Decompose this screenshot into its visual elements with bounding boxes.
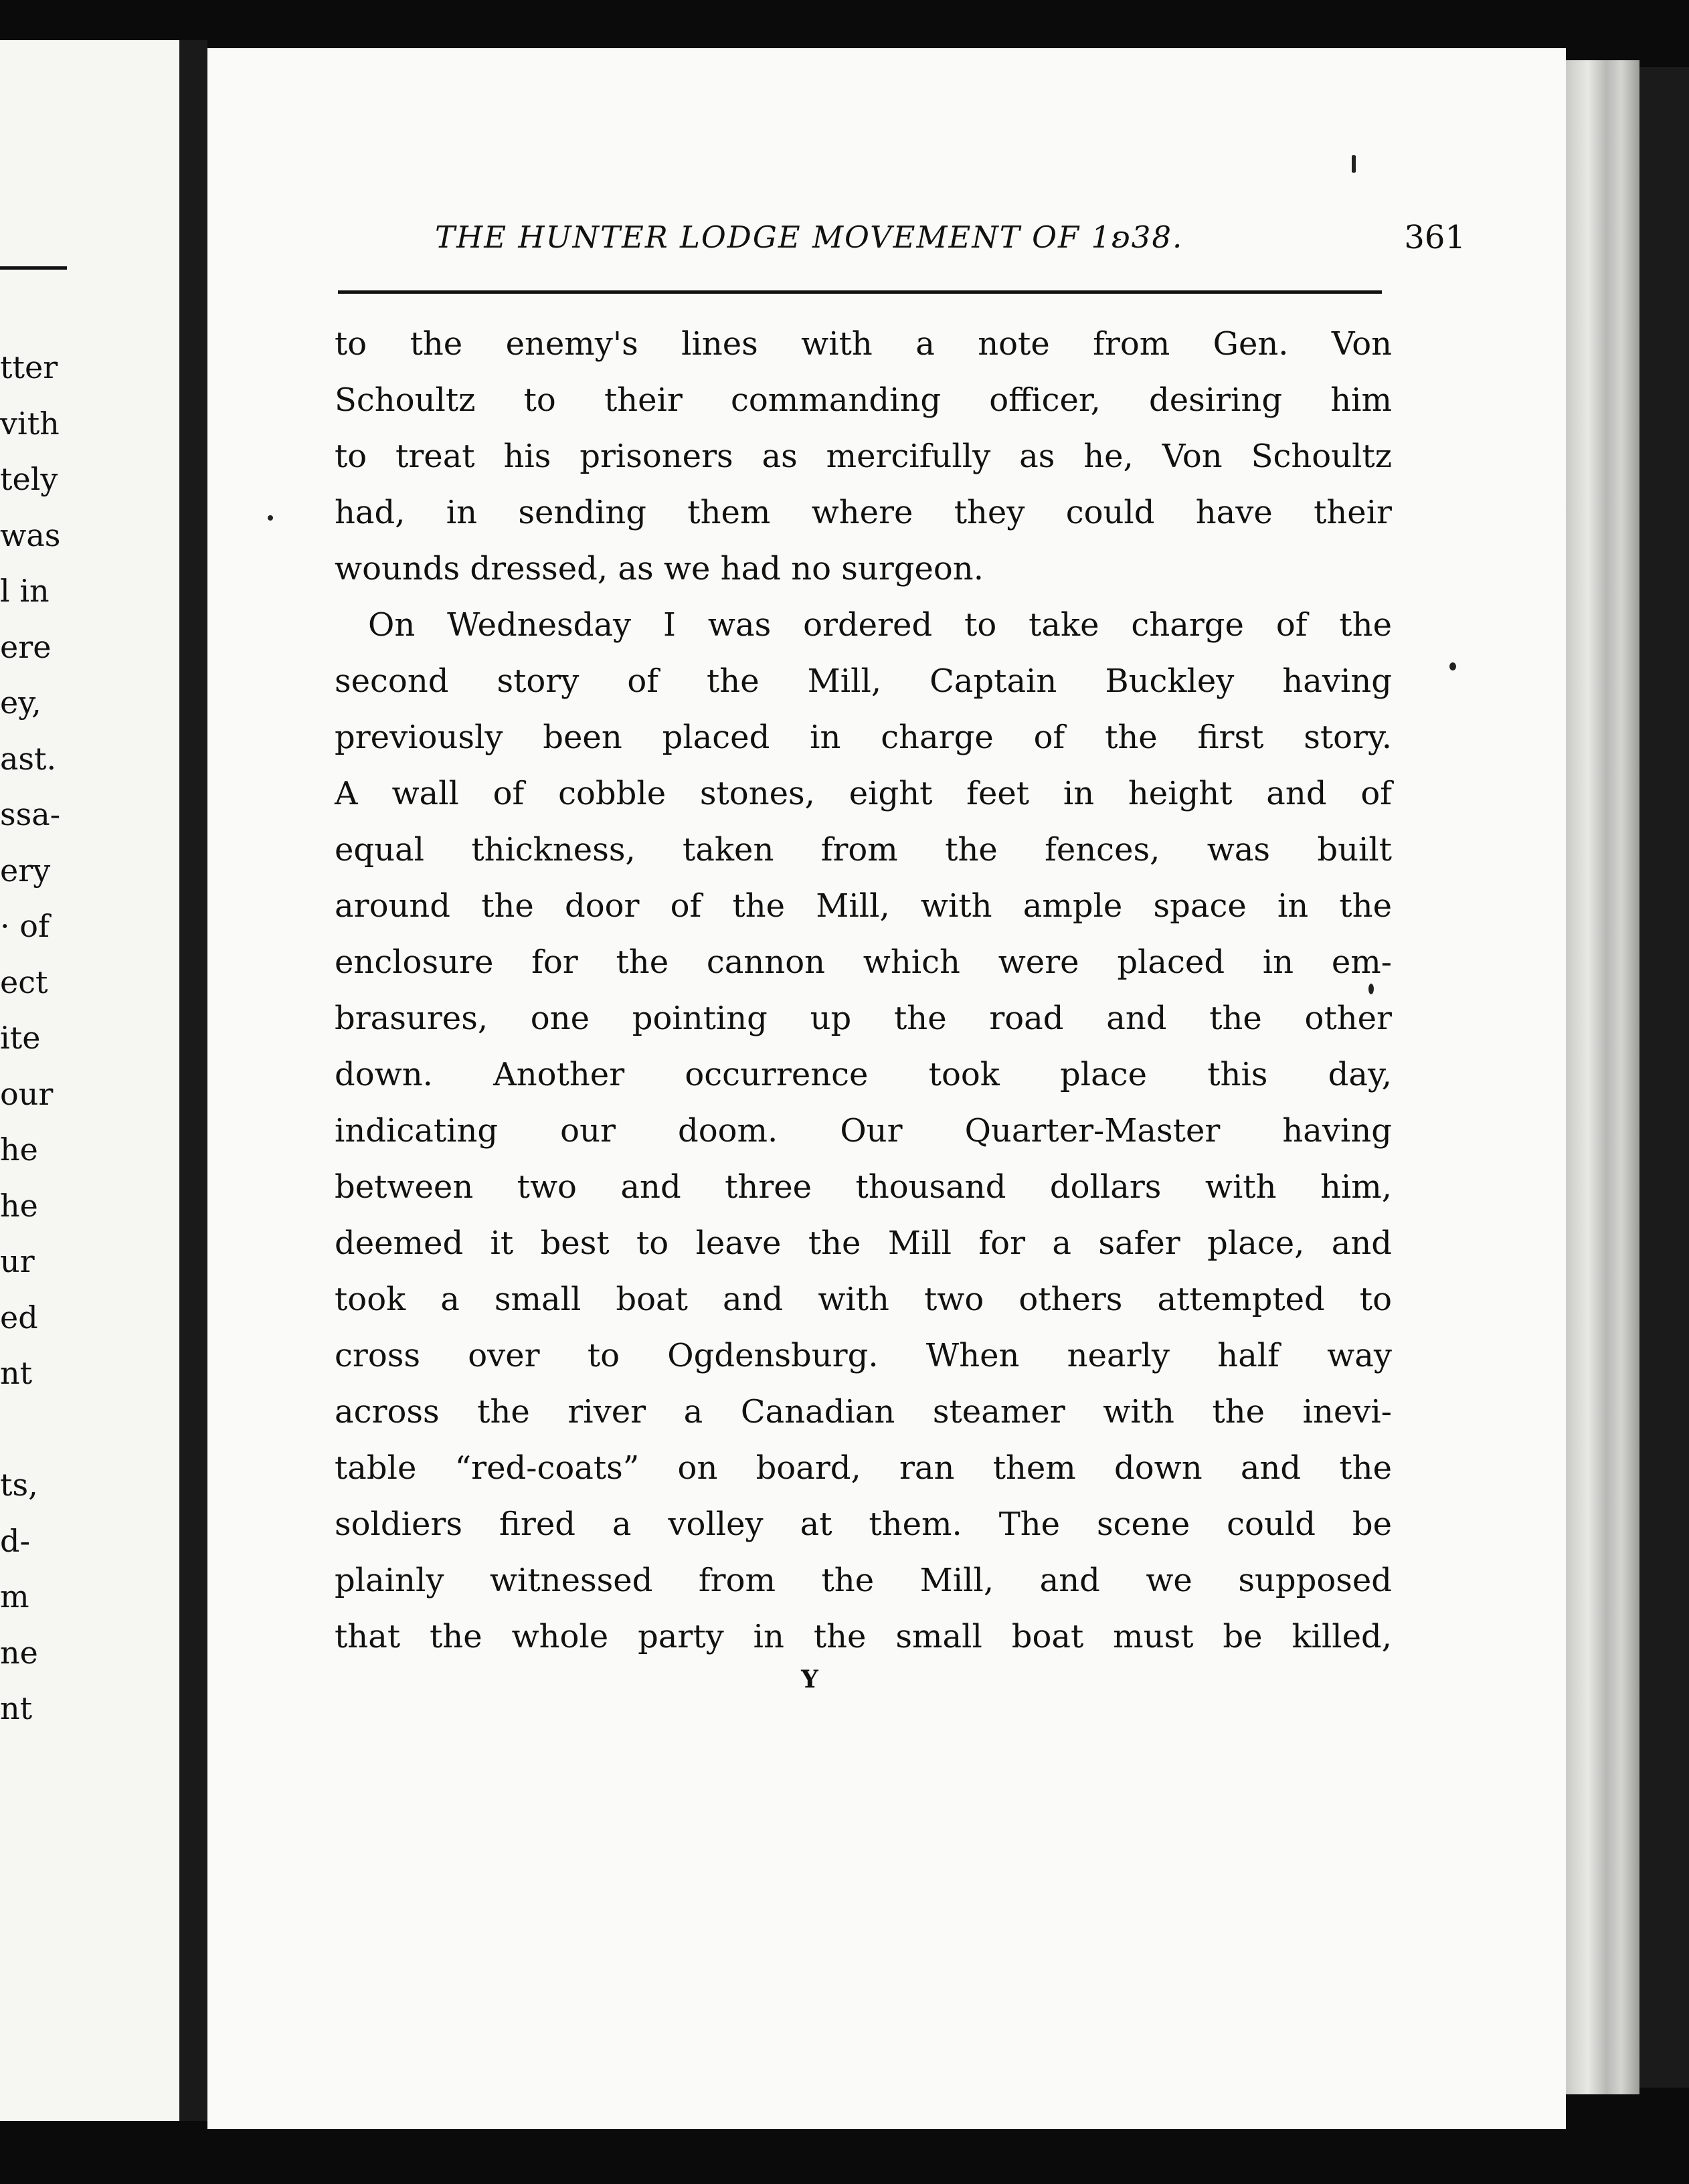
speck xyxy=(1352,155,1356,173)
running-head-rule xyxy=(338,290,1382,294)
text-line: that the whole party in the small boat must be killed, xyxy=(335,1618,1392,1655)
previous-page-line-end: ast. xyxy=(0,740,57,777)
previous-page-line-end: ery xyxy=(0,852,51,889)
previous-page-line-end: ect xyxy=(0,964,48,1000)
speck xyxy=(268,515,273,521)
text-line: plainly witnessed from the Mill, and we supposed xyxy=(335,1562,1392,1599)
text-line: between two and three thousand dollars with him, xyxy=(335,1168,1392,1206)
running-head xyxy=(435,207,1465,268)
previous-page-line-end: vith xyxy=(0,405,60,442)
previous-page-line-end: ne xyxy=(0,1634,38,1671)
previous-page-line-end: he xyxy=(0,1187,38,1224)
previous-page-line-end: · of xyxy=(0,908,50,944)
text-line: soldiers fired a volley at them. The scene could be xyxy=(335,1506,1392,1543)
previous-page-line-end: ed xyxy=(0,1299,38,1336)
book-page xyxy=(207,48,1566,2129)
text-line: to treat his prisoners as mercifully as he, Von Schoultz xyxy=(335,438,1392,475)
page-number: 361 xyxy=(1404,219,1465,256)
text-line: previously been placed in charge of the first story. xyxy=(335,719,1392,756)
previous-page-line-end: ur xyxy=(0,1243,35,1279)
previous-page-line-end: nt xyxy=(0,1355,33,1391)
previous-page-head-rule xyxy=(0,266,67,270)
previous-page-line-end: ite xyxy=(0,1020,41,1056)
text-line: deemed it best to leave the Mill for a safer place, and xyxy=(335,1224,1392,1262)
running-head-title: THE HUNTER LODGE MOVEMENT OF 1ʚ38. xyxy=(435,219,1184,255)
text-line: to the enemy's lines with a note from Gen. Von xyxy=(335,325,1392,363)
previous-page-line-end: ere xyxy=(0,628,52,665)
text-line: On Wednesday I was ordered to take charge of the xyxy=(368,606,1392,644)
text-line: cross over to Ogdensburg. When nearly half way xyxy=(335,1337,1392,1374)
body-text xyxy=(335,316,1392,1665)
text-line: down. Another occurrence took place this day, xyxy=(335,1056,1392,1093)
previous-page-line-end: tter xyxy=(0,349,58,385)
text-line: equal thickness, taken from the fences, was built xyxy=(335,831,1392,869)
text-line: second story of the Mill, Captain Buckley having xyxy=(335,662,1392,700)
page-block-edge xyxy=(1566,60,1639,2094)
previous-page-line-end: tely xyxy=(0,461,58,497)
previous-page-line-end: our xyxy=(0,1075,54,1112)
previous-page-line-end: ey, xyxy=(0,685,41,721)
previous-page-line-end: l in xyxy=(0,573,50,609)
previous-page-line-end: he xyxy=(0,1131,38,1168)
previous-page-line-end: nt xyxy=(0,1690,33,1726)
previous-page-line-end: ts, xyxy=(0,1467,38,1503)
text-line: indicating our doom. Our Quarter-Master having xyxy=(335,1112,1392,1150)
text-line: Schoultz to their commanding officer, desiring him xyxy=(335,381,1392,419)
text-line: A wall of cobble stones, eight feet in height and of xyxy=(335,775,1392,812)
text-line: had, in sending them where they could have their xyxy=(335,494,1392,531)
previous-page-line-end: m xyxy=(0,1578,29,1615)
previous-page-line-ends xyxy=(0,340,67,1737)
previous-page-line-end xyxy=(0,1402,67,1458)
text-line: wounds dressed, as we had no surgeon. xyxy=(335,550,984,587)
text-line: brasures, one pointing up the road and the other xyxy=(335,1000,1392,1037)
previous-page-fragment xyxy=(0,40,183,2121)
text-line: took a small boat and with two others attempted to xyxy=(335,1281,1392,1318)
text-line: table “red-coats” on board, ran them down and the xyxy=(335,1449,1392,1487)
scan-border xyxy=(1639,67,1689,2088)
text-line: across the river a Canadian steamer with the inevi- xyxy=(335,1393,1392,1431)
previous-page-line-end: ssa- xyxy=(0,796,61,832)
speck xyxy=(1449,662,1456,670)
signature-mark: Y xyxy=(801,1665,818,1694)
speck xyxy=(1368,984,1374,994)
previous-page-line-end: d- xyxy=(0,1522,30,1559)
text-line: enclosure for the cannon which were placed in em- xyxy=(335,943,1392,981)
text-line: around the door of the Mill, with ample space in the xyxy=(335,887,1392,925)
book-gutter xyxy=(179,40,207,2121)
previous-page-line-end: was xyxy=(0,517,61,553)
